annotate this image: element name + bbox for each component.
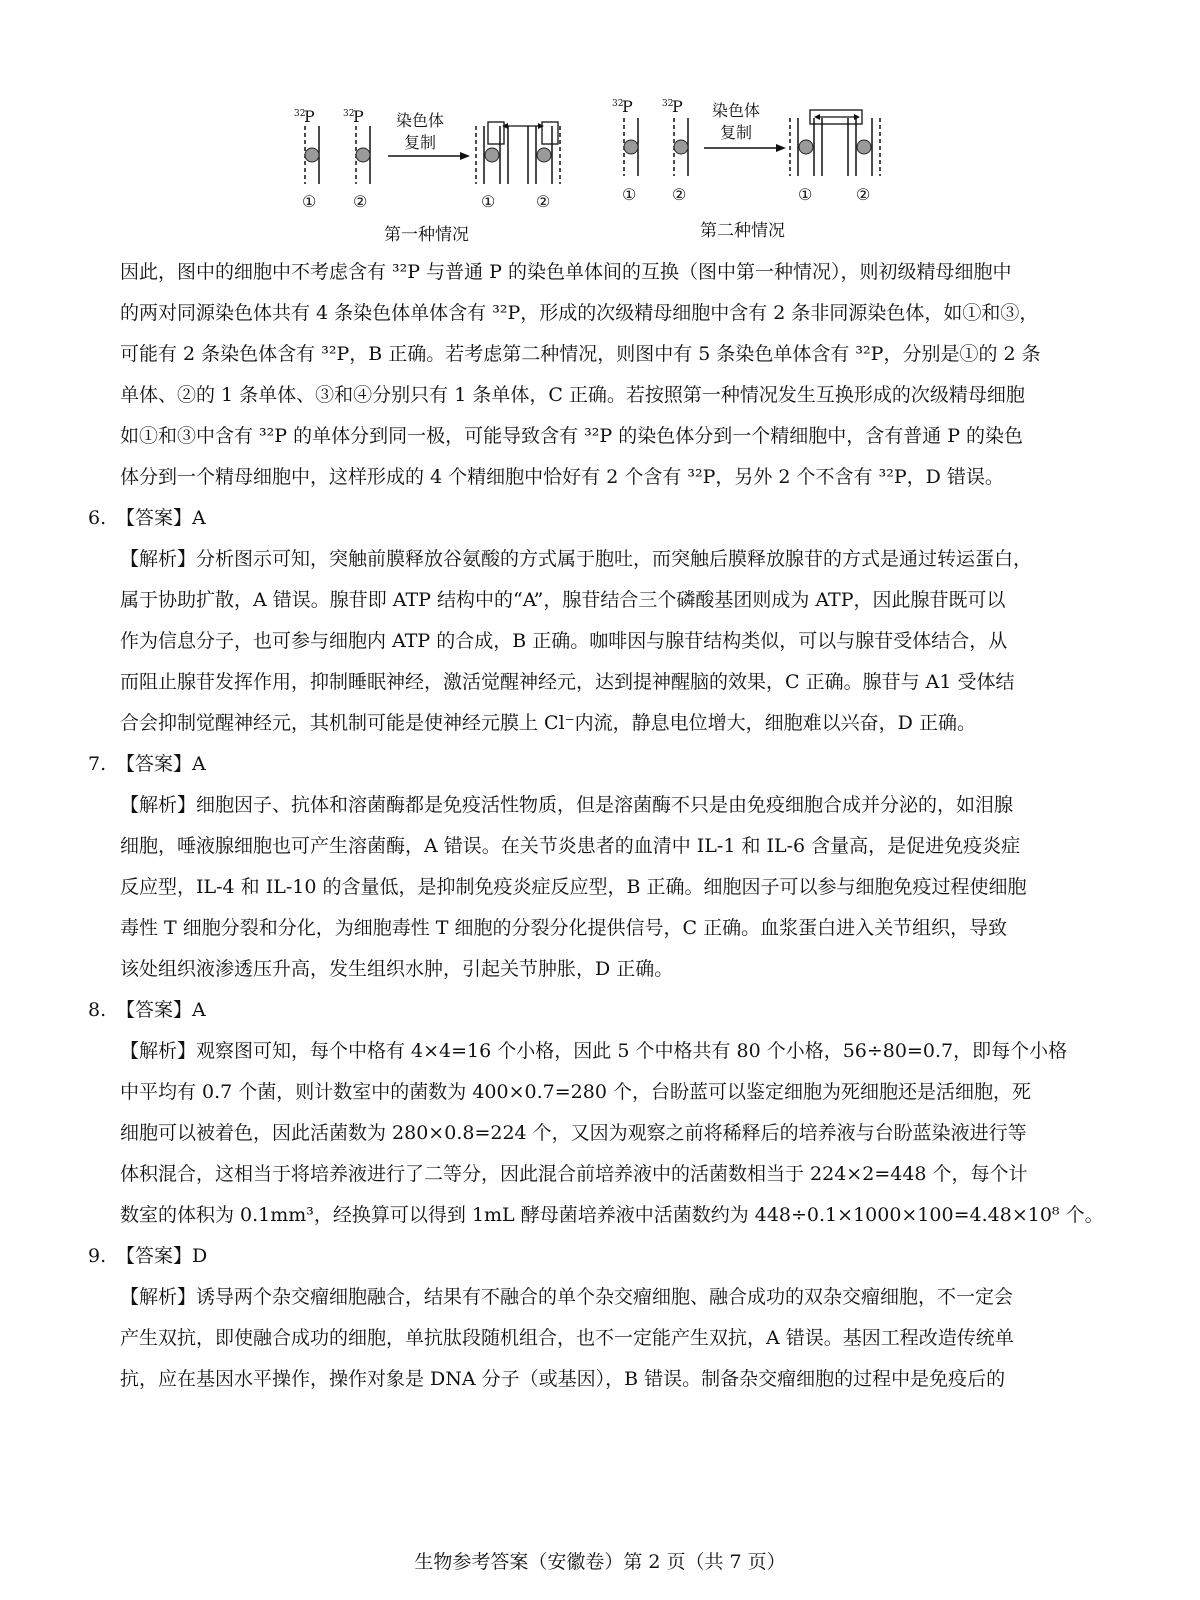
answer-text: 【答案】A xyxy=(116,999,206,1021)
centromere-icon xyxy=(305,148,319,162)
case-one-diagram xyxy=(294,107,560,245)
text-line: 的两对同源染色体共有 4 条染色体单体含有 ³²P，形成的次级精母细胞中含有 2 条非同源染色体，如①和③， xyxy=(120,302,1039,324)
arrow-right-icon xyxy=(460,152,470,160)
text-line: 毒性 T 细胞分裂和分化，为细胞毒性 T 细胞的分裂分化提供信号，C 正确。血浆蛋白进入关节组织，导致 xyxy=(120,917,1008,939)
caption-case-two: 第二种情况 xyxy=(700,221,785,241)
centromere-icon xyxy=(356,148,370,162)
case-two-diagram xyxy=(612,97,880,241)
centromere-icon xyxy=(485,148,499,162)
question-number: 7. xyxy=(88,753,107,775)
text-line: 细胞，唾液腺细胞也可产生溶菌酶，A 错误。在关节炎患者的血清中 IL-1 和 IL-6 含量高，是促进免疫炎症 xyxy=(120,835,1021,857)
text-line: 细胞可以被着色，因此活菌数为 280×0.8=224 个，又因为观察之前将稀释后的培养液与台盼蓝染液进行等 xyxy=(120,1122,1027,1144)
label-circled-2: ② xyxy=(536,192,551,211)
centromere-icon xyxy=(624,140,638,154)
chromosome-diagram xyxy=(280,92,920,252)
centromere-icon xyxy=(537,148,551,162)
isotope-label: P xyxy=(622,97,633,116)
answer-line xyxy=(88,990,1108,1031)
answer-line xyxy=(88,1236,1108,1277)
text-line: 【解析】观察图可知，每个中格有 4×4=16 个小格，因此 5 个中格共有 80 个小格，56÷80=0.7，即每个小格 xyxy=(120,1040,1068,1062)
text-line: 而阻止腺苷发挥作用，抑制睡眠神经，激活觉醒神经元，达到提神醒脑的效果，C 正确。腺苷与 A1 受体结 xyxy=(120,671,1015,693)
answer-line xyxy=(88,744,1108,785)
text-line: 可能有 2 条染色体含有 ³²P，B 正确。若考虑第二种情况，则图中有 5 条染色单体含有 ³²P，分别是①的 2 条 xyxy=(120,343,1041,365)
question-number: 9. xyxy=(88,1245,107,1267)
text-line: 单体、②的 1 条单体、③和④分别只有 1 条单体，C 正确。若按照第一种情况发生互换形成的次级精母细胞 xyxy=(120,384,1025,406)
arrow-label-bottom: 复制 xyxy=(720,123,753,142)
question-number: 8. xyxy=(88,999,107,1021)
caption-case-one: 第一种情况 xyxy=(384,225,469,245)
page-footer: 生物参考答案（安徽卷）第 2 页（共 7 页） xyxy=(414,1551,786,1573)
label-circled-1: ① xyxy=(481,192,496,211)
arrow-right-icon xyxy=(854,114,860,120)
text-line: 【解析】分析图示可知，突触前膜释放谷氨酸的方式属于胞吐，而突触后膜释放腺苷的方式是通过转运蛋白， xyxy=(120,548,1033,570)
isotope-label: P xyxy=(304,107,315,126)
intro-paragraph xyxy=(88,252,1108,498)
text-line: 因此，图中的细胞中不考虑含有 ³²P 与普通 P 的染色单体间的互换（图中第一种情况），则初级精母细胞中 xyxy=(120,261,1012,283)
centromere-icon xyxy=(857,140,871,154)
text-line: 反应型，IL-4 和 IL-10 的含量低，是抑制免疫炎症反应型，B 正确。细胞因子可以参与细胞免疫过程使细胞 xyxy=(120,876,1027,898)
text-line: 合会抑制觉醒神经元，其机制可能是使神经元膜上 Cl⁻内流，静息电位增大，细胞难以兴奋，D 正确。 xyxy=(120,712,976,734)
isotope-superscript: 32 xyxy=(343,109,355,119)
question-8 xyxy=(88,990,1108,1236)
text-line: 属于协助扩散，A 错误。腺苷即 ATP 结构中的“A”，腺苷结合三个磷酸基团则成为 ATP，因此腺苷既可以 xyxy=(120,589,1006,611)
text-line: 中平均有 0.7 个菌，则计数室中的菌数为 400×0.7=280 个，台盼蓝可以鉴定细胞为死细胞还是活细胞，死 xyxy=(120,1081,1031,1103)
arrow-left-icon xyxy=(814,114,820,120)
text-line: 【解析】诱导两个杂交瘤细胞融合，结果有不融合的单个杂交瘤细胞、融合成功的双杂交瘤细胞，不一定会 xyxy=(120,1286,1014,1308)
answer-text: 【答案】A xyxy=(116,753,206,775)
question-9 xyxy=(88,1236,1108,1400)
isotope-label: P xyxy=(353,107,364,126)
arrow-left-icon xyxy=(502,123,508,129)
label-circled-2: ② xyxy=(672,185,687,204)
text-line: 该处组织液渗透压升高，发生组织水肿，引起关节肿胀，D 正确。 xyxy=(120,958,674,980)
text-line: 数室的体积为 0.1mm³，经换算可以得到 1mL 酵母菌培养液中活菌数约为 448÷0.1×1000×100=4.48×10⁸ 个。 xyxy=(120,1204,1104,1226)
label-circled-1: ① xyxy=(302,192,317,211)
label-circled-1: ① xyxy=(798,185,813,204)
centromere-icon xyxy=(674,140,688,154)
isotope-superscript: 32 xyxy=(612,99,624,109)
question-6 xyxy=(88,498,1108,744)
isotope-superscript: 32 xyxy=(294,109,306,119)
text-line: 产生双抗，即使融合成功的细胞，单抗肽段随机组合，也不一定能产生双抗，A 错误。基因工程改造传统单 xyxy=(120,1327,1014,1349)
isotope-label: P xyxy=(672,97,683,116)
text-line: 【解析】细胞因子、抗体和溶菌酶都是免疫活性物质，但是溶菌酶不只是由免疫细胞合成并分泌的，如泪腺 xyxy=(120,794,1014,816)
isotope-superscript: 32 xyxy=(662,99,674,109)
text-line: 作为信息分子，也可参与细胞内 ATP 的合成，B 正确。咖啡因与腺苷结构类似，可以与腺苷受体结合，从 xyxy=(120,630,1008,652)
arrow-label-bottom: 复制 xyxy=(404,133,437,152)
arrow-right-icon xyxy=(776,144,786,152)
arrow-label-top: 染色体 xyxy=(712,101,761,120)
answer-text: 【答案】A xyxy=(116,507,206,529)
arrow-label-top: 染色体 xyxy=(396,111,445,130)
label-circled-1: ① xyxy=(622,185,637,204)
text-line: 抗，应在基因水平操作，操作对象是 DNA 分子（或基因），B 错误。制备杂交瘤细胞的过程中是免疫后的 xyxy=(120,1368,1006,1390)
answer-line xyxy=(88,498,1108,539)
centromere-icon xyxy=(799,140,813,154)
text-line: 体积混合，这相当于将培养液进行了二等分，因此混合前培养液中的活菌数相当于 224×2=448 个，每个计 xyxy=(120,1163,1028,1185)
question-number: 6. xyxy=(88,507,107,529)
text-line: 体分到一个精母细胞中，这样形成的 4 个精细胞中恰好有 2 个含有 ³²P，另外 2 个不含有 ³²P，D 错误。 xyxy=(120,466,1004,488)
arrow-right-icon xyxy=(538,123,544,129)
answer-content xyxy=(88,252,1108,1400)
text-line: 如①和③中含有 ³²P 的单体分到同一极，可能导致含有 ³²P 的染色体分到一个精细胞中，含有普通 P 的染色 xyxy=(120,425,1024,447)
chromosome-figure xyxy=(280,92,920,252)
label-circled-2: ② xyxy=(353,192,368,211)
question-7 xyxy=(88,744,1108,990)
answer-text: 【答案】D xyxy=(116,1245,208,1267)
label-circled-2: ② xyxy=(856,185,871,204)
